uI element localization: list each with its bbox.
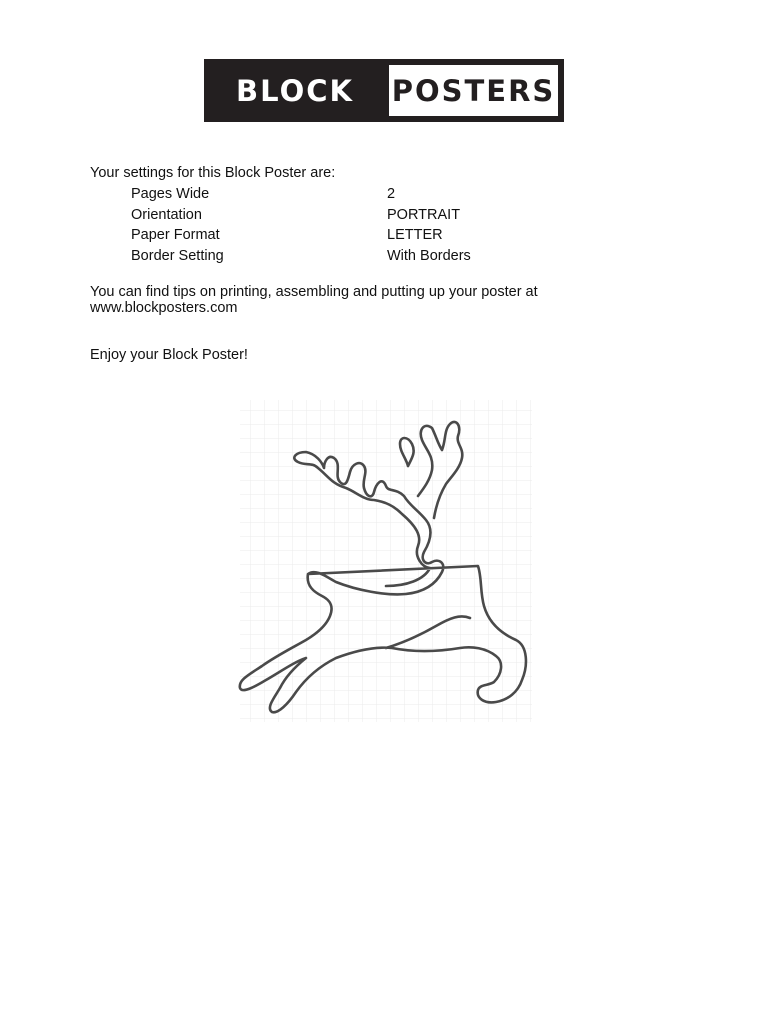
setting-label: Pages Wide	[131, 186, 210, 202]
setting-label: Border Setting	[131, 248, 224, 265]
reindeer-icon	[236, 396, 536, 726]
setting-value: LETTER	[387, 227, 443, 244]
setting-value: 2	[387, 186, 396, 202]
tips-url: www.blockposters.com	[90, 299, 238, 316]
logo-word-block: BLOCK	[236, 73, 354, 108]
settings-intro: Your settings for this Block Poster are:	[90, 165, 336, 181]
tips-line: You can find tips on printing, assembling and putting up your poster at	[90, 284, 538, 300]
setting-value: PORTRAIT	[387, 206, 461, 223]
reindeer-outline-image	[236, 396, 536, 726]
block-posters-logo	[204, 59, 564, 122]
setting-label: Orientation	[131, 206, 202, 223]
logo-word-posters: POSTERS	[389, 65, 558, 116]
setting-label: Paper Format	[131, 227, 220, 244]
setting-value: With Borders	[387, 248, 471, 265]
tips-paragraph	[90, 285, 538, 316]
enjoy-message: Enjoy your Block Poster!	[90, 347, 248, 363]
